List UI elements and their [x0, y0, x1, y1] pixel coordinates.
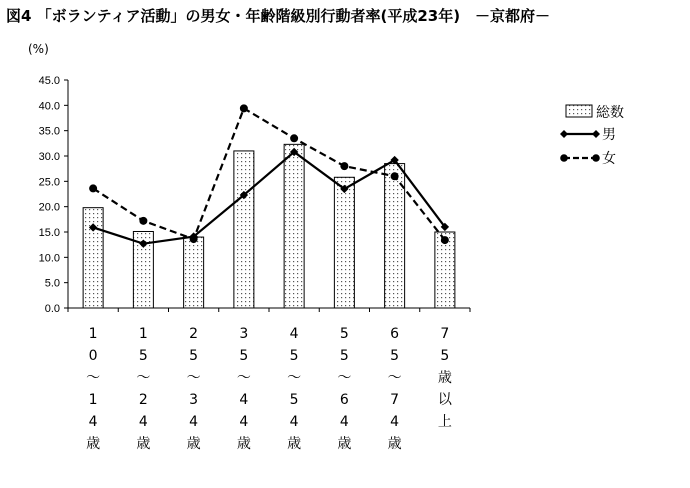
y-tick-label: 45.0: [38, 75, 60, 87]
female-point: [139, 217, 147, 225]
legend-marker-female: [560, 154, 568, 162]
x-tick-label: 2: [189, 326, 199, 342]
x-tick-label: 6: [390, 326, 400, 342]
female-point: [240, 104, 248, 112]
y-tick-label: 10.0: [38, 252, 60, 265]
x-tick-label: 歳: [186, 436, 201, 452]
female-point: [340, 162, 348, 170]
legend-label-female: 女: [602, 151, 616, 167]
x-tick-label: 4: [339, 414, 349, 430]
x-tick-label: 3: [239, 326, 249, 342]
x-tick-label: 0: [88, 348, 98, 364]
x-tick-label: 以: [437, 392, 452, 408]
female-point: [391, 172, 399, 180]
x-tick-label: ～: [186, 370, 201, 386]
x-tick-label: 5: [339, 326, 349, 342]
x-tick-label: 5: [289, 348, 299, 364]
legend-marker-male: [592, 130, 600, 138]
x-tick-label: 5: [339, 348, 349, 364]
x-tick-label: 4: [138, 414, 148, 430]
bar: [184, 237, 204, 308]
y-tick-label: 40.0: [38, 100, 60, 113]
female-point: [89, 184, 97, 192]
x-tick-label: 5: [289, 392, 299, 408]
legend-label-male: 男: [602, 127, 616, 143]
bar: [234, 151, 254, 308]
x-tick-label: 歳: [136, 436, 151, 452]
x-tick-label: ～: [236, 370, 251, 386]
x-tick-label: 5: [138, 348, 148, 364]
x-tick-label: ～: [387, 370, 402, 386]
female-point: [290, 134, 298, 142]
legend-marker-male: [560, 130, 568, 138]
x-tick-label: 1: [138, 326, 148, 342]
x-tick-label: 7: [390, 392, 400, 408]
x-tick-label: 4: [239, 414, 249, 430]
x-tick-label: 4: [289, 326, 299, 342]
bar-series-total: [83, 144, 455, 308]
x-tick-label: 4: [239, 392, 249, 408]
chart-title: 図4 「ボランティア活動」の男女・年齢階級別行動者率(平成23年) －京都府－: [6, 7, 551, 25]
female-point: [190, 235, 198, 243]
x-tick-label: 5: [239, 348, 249, 364]
x-tick-label: 4: [289, 414, 299, 430]
y-tick-label: 30.0: [38, 151, 60, 163]
y-axis-label: (%): [28, 42, 49, 56]
x-tick-label: 4: [390, 414, 400, 430]
x-tick-label: 6: [339, 392, 349, 408]
legend-label-total: 総数: [596, 105, 624, 121]
legend-marker-female: [592, 154, 600, 162]
y-tick-label: 20.0: [38, 201, 60, 214]
y-tick-label: 15.0: [38, 227, 60, 239]
x-tick-label: ～: [86, 370, 101, 386]
y-tick-label: 25.0: [38, 176, 60, 189]
x-axis-labels: [86, 326, 453, 452]
x-tick-label: 5: [440, 348, 450, 364]
x-tick-label: 1: [88, 392, 98, 408]
x-tick-label: 上: [437, 414, 452, 430]
x-tick-label: 歳: [236, 436, 251, 452]
x-tick-label: ～: [287, 370, 302, 386]
x-tick-label: 4: [88, 414, 98, 430]
female-point: [441, 236, 449, 244]
x-tick-label: ～: [337, 370, 352, 386]
x-tick-label: 7: [440, 326, 450, 342]
legend-swatch-total: [566, 105, 592, 117]
x-tick-label: 4: [189, 414, 199, 430]
y-tick-label: 0.0: [44, 303, 60, 315]
x-tick-label: 1: [88, 326, 98, 342]
x-tick-label: 2: [138, 392, 148, 408]
bar: [83, 208, 103, 308]
y-tick-label: 35.0: [38, 125, 60, 138]
x-tick-label: 歳: [86, 436, 101, 452]
y-tick-label: 5.0: [44, 277, 60, 290]
bar: [284, 144, 304, 308]
x-tick-label: 歳: [437, 370, 452, 386]
legend: [560, 104, 624, 167]
x-tick-label: 5: [390, 348, 400, 364]
x-tick-label: ～: [136, 370, 151, 386]
x-tick-label: 3: [189, 392, 199, 408]
x-tick-label: 5: [189, 348, 199, 364]
x-tick-label: 歳: [287, 436, 302, 452]
x-tick-label: 歳: [337, 436, 352, 452]
x-tick-label: 歳: [387, 436, 402, 452]
bar: [334, 177, 354, 308]
